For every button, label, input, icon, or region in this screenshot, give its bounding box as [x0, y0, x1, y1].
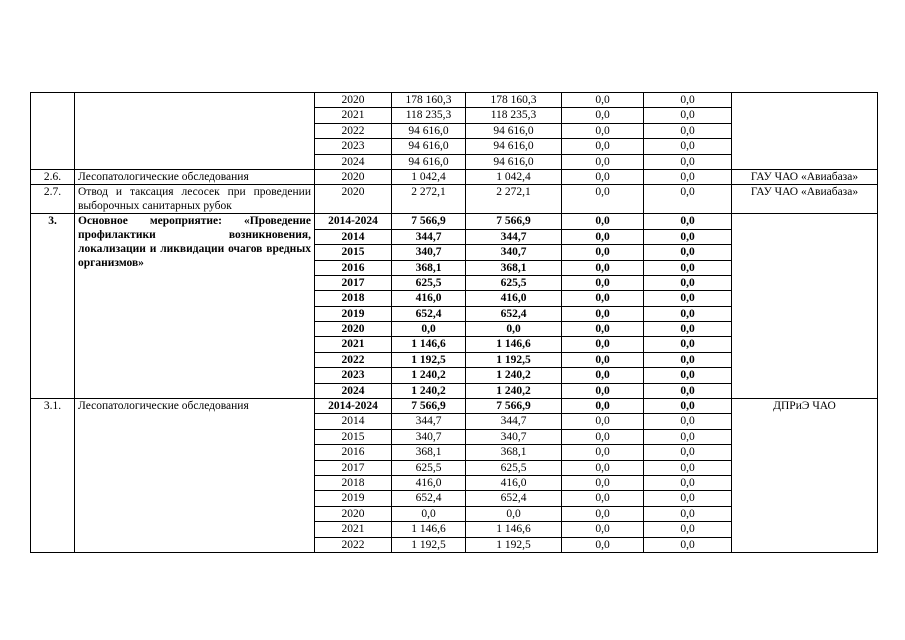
year-cell: 2014-2024 — [315, 214, 392, 229]
year-cell: 2019 — [315, 491, 392, 506]
year-cell: 2020 — [315, 322, 392, 337]
other-sources-cell: 0,0 — [644, 93, 732, 108]
regional-budget-cell: 625,5 — [466, 275, 562, 290]
federal-budget-cell: 0,0 — [562, 154, 644, 169]
year-cell: 2024 — [315, 383, 392, 398]
item-name: Основное мероприятие: «Проведение профилактики возникновения, локализации и ликвидации очагов вредных организмов» — [75, 214, 315, 399]
other-sources-cell: 0,0 — [644, 491, 732, 506]
table-row — [31, 185, 878, 214]
total-cell: 1 192,5 — [392, 537, 466, 552]
other-sources-cell: 0,0 — [644, 368, 732, 383]
federal-budget-cell: 0,0 — [562, 352, 644, 367]
federal-budget-cell: 0,0 — [562, 306, 644, 321]
year-cell: 2020 — [315, 506, 392, 521]
year-cell: 2023 — [315, 139, 392, 154]
federal-budget-cell: 0,0 — [562, 537, 644, 552]
total-cell: 178 160,3 — [392, 93, 466, 108]
table-row — [31, 93, 878, 108]
regional-budget-cell: 652,4 — [466, 306, 562, 321]
regional-budget-cell: 118 235,3 — [466, 108, 562, 123]
federal-budget-cell: 0,0 — [562, 414, 644, 429]
year-cell: 2018 — [315, 291, 392, 306]
total-cell: 2 272,1 — [392, 185, 466, 214]
federal-budget-cell: 0,0 — [562, 522, 644, 537]
total-cell: 118 235,3 — [392, 108, 466, 123]
table-row — [31, 169, 878, 184]
total-cell: 368,1 — [392, 445, 466, 460]
year-cell: 2017 — [315, 275, 392, 290]
federal-budget-cell: 0,0 — [562, 214, 644, 229]
other-sources-cell: 0,0 — [644, 352, 732, 367]
other-sources-cell: 0,0 — [644, 123, 732, 138]
other-sources-cell: 0,0 — [644, 383, 732, 398]
regional-budget-cell: 416,0 — [466, 291, 562, 306]
other-sources-cell: 0,0 — [644, 275, 732, 290]
regional-budget-cell: 416,0 — [466, 475, 562, 490]
total-cell: 0,0 — [392, 322, 466, 337]
other-sources-cell: 0,0 — [644, 537, 732, 552]
other-sources-cell: 0,0 — [644, 260, 732, 275]
year-cell: 2017 — [315, 460, 392, 475]
year-cell: 2016 — [315, 445, 392, 460]
other-sources-cell: 0,0 — [644, 229, 732, 244]
regional-budget-cell: 0,0 — [466, 322, 562, 337]
item-name: Отвод и таксация лесосек при проведении выборочных санитарных рубок — [75, 185, 315, 214]
federal-budget-cell: 0,0 — [562, 475, 644, 490]
other-sources-cell: 0,0 — [644, 414, 732, 429]
total-cell: 1 240,2 — [392, 383, 466, 398]
total-cell: 7 566,9 — [392, 214, 466, 229]
year-cell: 2021 — [315, 108, 392, 123]
other-sources-cell: 0,0 — [644, 399, 732, 414]
regional-budget-cell: 368,1 — [466, 260, 562, 275]
item-number: 2.7. — [31, 185, 75, 214]
budget-table — [30, 92, 878, 553]
regional-budget-cell: 344,7 — [466, 414, 562, 429]
federal-budget-cell: 0,0 — [562, 429, 644, 444]
total-cell: 652,4 — [392, 491, 466, 506]
executor-cell: ДПРиЭ ЧАО — [732, 399, 878, 553]
total-cell: 340,7 — [392, 245, 466, 260]
federal-budget-cell: 0,0 — [562, 275, 644, 290]
total-cell: 340,7 — [392, 429, 466, 444]
regional-budget-cell: 2 272,1 — [466, 185, 562, 214]
total-cell: 7 566,9 — [392, 399, 466, 414]
federal-budget-cell: 0,0 — [562, 169, 644, 184]
regional-budget-cell: 368,1 — [466, 445, 562, 460]
regional-budget-cell: 1 042,4 — [466, 169, 562, 184]
regional-budget-cell: 94 616,0 — [466, 139, 562, 154]
federal-budget-cell: 0,0 — [562, 368, 644, 383]
other-sources-cell: 0,0 — [644, 475, 732, 490]
other-sources-cell: 0,0 — [644, 306, 732, 321]
other-sources-cell: 0,0 — [644, 445, 732, 460]
executor-cell — [732, 214, 878, 399]
federal-budget-cell: 0,0 — [562, 229, 644, 244]
regional-budget-cell: 625,5 — [466, 460, 562, 475]
year-cell: 2018 — [315, 475, 392, 490]
year-cell: 2015 — [315, 245, 392, 260]
total-cell: 94 616,0 — [392, 139, 466, 154]
other-sources-cell: 0,0 — [644, 337, 732, 352]
year-cell: 2023 — [315, 368, 392, 383]
regional-budget-cell: 340,7 — [466, 245, 562, 260]
other-sources-cell: 0,0 — [644, 322, 732, 337]
regional-budget-cell: 7 566,9 — [466, 214, 562, 229]
total-cell: 1 240,2 — [392, 368, 466, 383]
year-cell: 2019 — [315, 306, 392, 321]
federal-budget-cell: 0,0 — [562, 491, 644, 506]
federal-budget-cell: 0,0 — [562, 291, 644, 306]
year-cell: 2024 — [315, 154, 392, 169]
executor-cell: ГАУ ЧАО «Авиабаза» — [732, 185, 878, 214]
regional-budget-cell: 1 146,6 — [466, 522, 562, 537]
other-sources-cell: 0,0 — [644, 108, 732, 123]
year-cell: 2014-2024 — [315, 399, 392, 414]
executor-cell: ГАУ ЧАО «Авиабаза» — [732, 169, 878, 184]
total-cell: 94 616,0 — [392, 123, 466, 138]
year-cell: 2021 — [315, 522, 392, 537]
regional-budget-cell: 1 192,5 — [466, 537, 562, 552]
regional-budget-cell: 94 616,0 — [466, 154, 562, 169]
year-cell: 2020 — [315, 169, 392, 184]
total-cell: 344,7 — [392, 229, 466, 244]
regional-budget-cell: 344,7 — [466, 229, 562, 244]
item-name: Лесопатологические обследования — [75, 169, 315, 184]
other-sources-cell: 0,0 — [644, 154, 732, 169]
total-cell: 0,0 — [392, 506, 466, 521]
year-cell: 2014 — [315, 414, 392, 429]
total-cell: 1 042,4 — [392, 169, 466, 184]
other-sources-cell: 0,0 — [644, 522, 732, 537]
federal-budget-cell: 0,0 — [562, 399, 644, 414]
other-sources-cell: 0,0 — [644, 460, 732, 475]
total-cell: 94 616,0 — [392, 154, 466, 169]
regional-budget-cell: 652,4 — [466, 491, 562, 506]
total-cell: 1 146,6 — [392, 522, 466, 537]
other-sources-cell: 0,0 — [644, 291, 732, 306]
regional-budget-cell: 94 616,0 — [466, 123, 562, 138]
item-number: 2.6. — [31, 169, 75, 184]
item-number — [31, 93, 75, 170]
federal-budget-cell: 0,0 — [562, 245, 644, 260]
other-sources-cell: 0,0 — [644, 429, 732, 444]
other-sources-cell: 0,0 — [644, 245, 732, 260]
total-cell: 344,7 — [392, 414, 466, 429]
year-cell: 2022 — [315, 123, 392, 138]
total-cell: 625,5 — [392, 275, 466, 290]
year-cell: 2015 — [315, 429, 392, 444]
regional-budget-cell: 340,7 — [466, 429, 562, 444]
total-cell: 652,4 — [392, 306, 466, 321]
other-sources-cell: 0,0 — [644, 185, 732, 214]
executor-cell — [732, 93, 878, 170]
federal-budget-cell: 0,0 — [562, 322, 644, 337]
year-cell: 2022 — [315, 537, 392, 552]
regional-budget-cell: 1 192,5 — [466, 352, 562, 367]
total-cell: 1 146,6 — [392, 337, 466, 352]
year-cell: 2021 — [315, 337, 392, 352]
federal-budget-cell: 0,0 — [562, 460, 644, 475]
regional-budget-cell: 1 240,2 — [466, 383, 562, 398]
table-body — [31, 93, 878, 553]
federal-budget-cell: 0,0 — [562, 260, 644, 275]
total-cell: 416,0 — [392, 291, 466, 306]
year-cell: 2020 — [315, 185, 392, 214]
table-row — [31, 214, 878, 229]
year-cell: 2016 — [315, 260, 392, 275]
year-cell: 2020 — [315, 93, 392, 108]
item-number: 3.1. — [31, 399, 75, 553]
regional-budget-cell: 0,0 — [466, 506, 562, 521]
other-sources-cell: 0,0 — [644, 214, 732, 229]
regional-budget-cell: 1 240,2 — [466, 368, 562, 383]
other-sources-cell: 0,0 — [644, 506, 732, 521]
total-cell: 1 192,5 — [392, 352, 466, 367]
federal-budget-cell: 0,0 — [562, 139, 644, 154]
federal-budget-cell: 0,0 — [562, 93, 644, 108]
federal-budget-cell: 0,0 — [562, 445, 644, 460]
other-sources-cell: 0,0 — [644, 139, 732, 154]
year-cell: 2014 — [315, 229, 392, 244]
item-name — [75, 93, 315, 170]
item-name: Лесопатологические обследования — [75, 399, 315, 553]
total-cell: 368,1 — [392, 260, 466, 275]
year-cell: 2022 — [315, 352, 392, 367]
federal-budget-cell: 0,0 — [562, 108, 644, 123]
federal-budget-cell: 0,0 — [562, 506, 644, 521]
federal-budget-cell: 0,0 — [562, 383, 644, 398]
total-cell: 625,5 — [392, 460, 466, 475]
federal-budget-cell: 0,0 — [562, 123, 644, 138]
other-sources-cell: 0,0 — [644, 169, 732, 184]
regional-budget-cell: 178 160,3 — [466, 93, 562, 108]
federal-budget-cell: 0,0 — [562, 337, 644, 352]
total-cell: 416,0 — [392, 475, 466, 490]
item-number: 3. — [31, 214, 75, 399]
table-row — [31, 399, 878, 414]
regional-budget-cell: 7 566,9 — [466, 399, 562, 414]
regional-budget-cell: 1 146,6 — [466, 337, 562, 352]
federal-budget-cell: 0,0 — [562, 185, 644, 214]
